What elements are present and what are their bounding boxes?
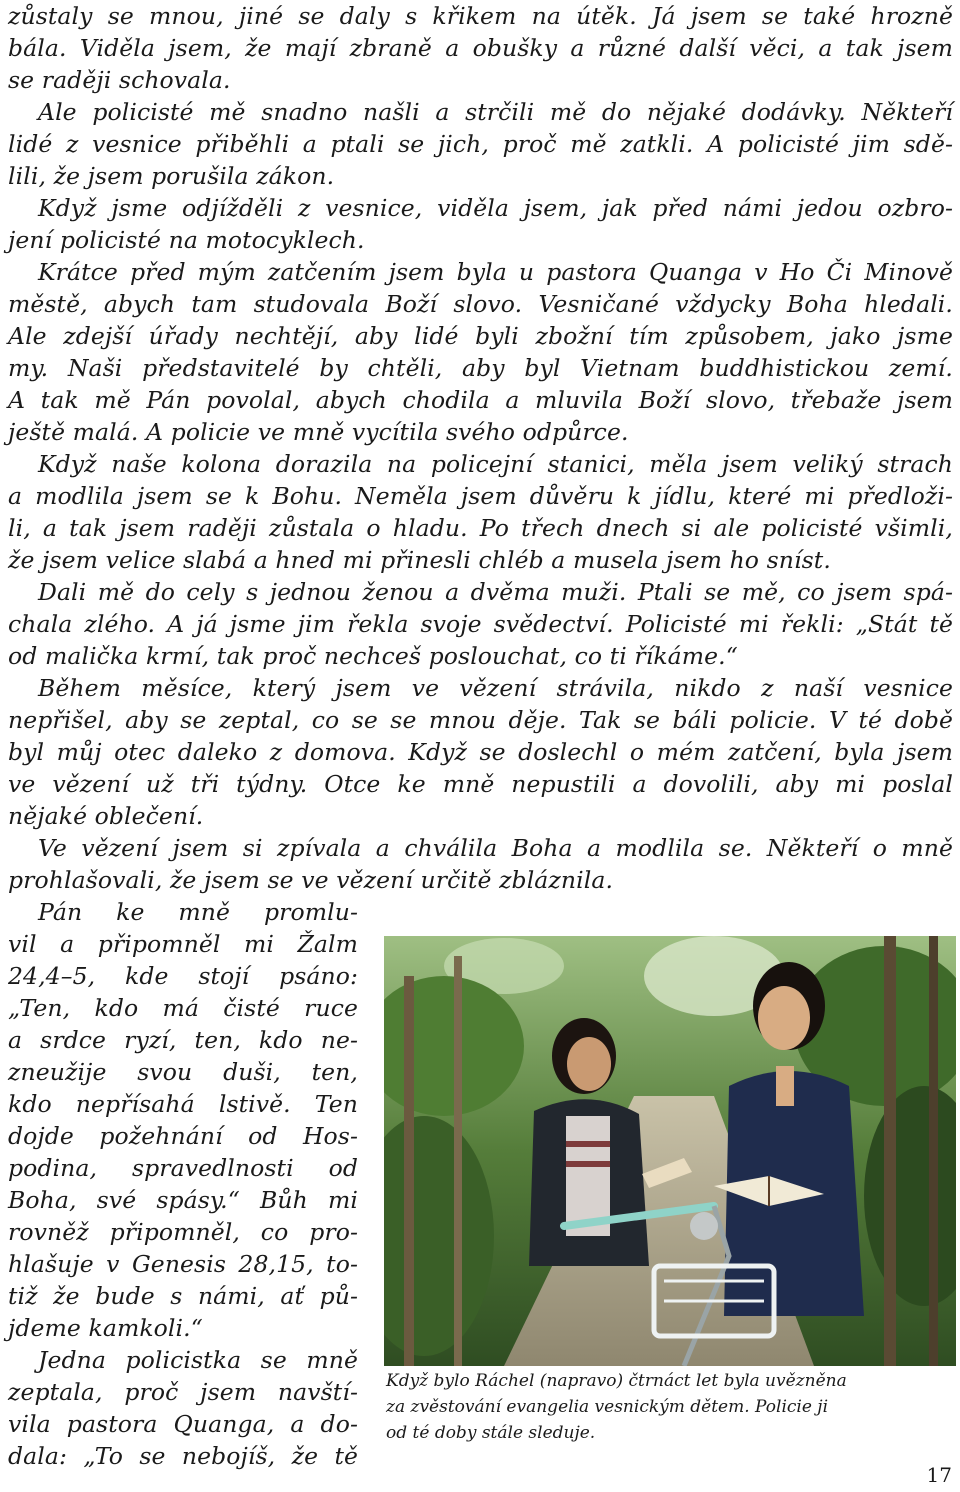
- body-line: městě, abych tam studovala Boží slovo. Vesničané vždycky Boha hledali.: [8, 290, 953, 318]
- body-line: A tak mě Pán povolal, abych chodila a mluvila Boží slovo, třebaže jsem: [8, 386, 953, 414]
- body-line: zůstaly se mnou, jiné se daly s křikem na útěk. Já jsem se také hrozně: [8, 2, 953, 30]
- column-line: zneužije svou duši, ten,: [8, 1058, 358, 1086]
- body-line: my. Naši představitelé by chtěli, aby byl Vietnam buddhistickou zemí.: [8, 354, 953, 382]
- body-line: že jsem velice slabá a hned mi přinesli chléb a musela jsem ho sníst.: [8, 546, 831, 574]
- body-line: chala zlého. A já jsme jim řekla svoje svědectví. Policisté mi řekli: „Stát tě: [8, 610, 953, 638]
- body-line: od malička krmí, tak proč nechceš poslouchat, co ti říkáme.“: [8, 642, 738, 670]
- body-line: lili, že jsem porušila zákon.: [8, 162, 335, 190]
- body-line: ještě malá. A policie ve mně vycítila svého odpůrce.: [8, 418, 629, 446]
- body-line: prohlašovali, že jsem se ve vězení určitě zbláznila.: [8, 866, 614, 894]
- photo-caption: [386, 1368, 956, 1446]
- body-line: Ale policisté mě snadno našli a strčili mě do nějaké dodávky. Někteří: [38, 98, 953, 126]
- body-line: li, a tak jsem raději zůstala o hladu. Po třech dnech si ale policisté všimli,: [8, 514, 953, 542]
- body-line: se raději schovala.: [8, 66, 231, 94]
- column-line: Pán ke mně promlu-: [38, 898, 358, 926]
- column-line: zeptala, proč jsem navští-: [8, 1378, 358, 1406]
- body-line: nějaké oblečení.: [8, 802, 204, 830]
- column-line: tiž že bude s námi, ať pů-: [8, 1282, 358, 1310]
- photo-illustration: [384, 936, 956, 1366]
- column-line: kdo nepřísahá lstivě. Ten: [8, 1090, 358, 1118]
- column-line: a srdce ryzí, ten, kdo ne-: [8, 1026, 358, 1054]
- page-number: 17: [926, 1463, 952, 1487]
- column-line: Jedna policistka se mně: [38, 1346, 358, 1374]
- body-line: Během měsíce, který jsem ve vězení strávila, nikdo z naší vesnice: [38, 674, 953, 702]
- column-line: vil a připomněl mi Žalm: [8, 930, 358, 958]
- column-line: „Ten, kdo má čisté ruce: [8, 994, 358, 1022]
- body-line: bála. Viděla jsem, že mají zbraně a obušky a různé další věci, a tak jsem: [8, 34, 953, 62]
- body-line: Ale zdejší úřady nechtějí, aby lidé byli zbožní tím způsobem, jako jsme: [8, 322, 953, 350]
- caption-line: Když bylo Ráchel (napravo) čtrnáct let byla uvězněna: [386, 1371, 847, 1391]
- column-line: 24,4–5, kde stojí psáno:: [8, 962, 358, 990]
- column-line: dojde požehnání od Hos-: [8, 1122, 358, 1150]
- caption-line: od té doby stále sleduje.: [386, 1423, 596, 1443]
- column-line: Boha, své spásy.“ Bůh mi: [8, 1186, 358, 1214]
- column-line: rovněž připomněl, co pro-: [8, 1218, 358, 1246]
- body-line: Dali mě do cely s jednou ženou a dvěma muži. Ptali se mě, co jsem spá-: [38, 578, 953, 606]
- column-line: hlašuje v Genesis 28,15, to-: [8, 1250, 358, 1278]
- caption-line: za zvěstování evangelia vesnickým dětem. Policie ji: [386, 1397, 829, 1417]
- column-line: jdeme kamkoli.“: [8, 1314, 203, 1342]
- column-line: podina, spravedlnosti od: [8, 1154, 358, 1182]
- body-line: Když jsme odjížděli z vesnice, viděla jsem, jak před námi jedou ozbro-: [38, 194, 953, 222]
- body-line: Krátce před mým zatčením jsem byla u pastora Quanga v Ho Či Minově: [38, 258, 953, 286]
- body-line: Ve vězení jsem si zpívala a chválila Boha a modlila se. Někteří o mně: [38, 834, 953, 862]
- body-line: byl můj otec daleko z domova. Když se doslechl o mém zatčení, byla jsem: [8, 738, 953, 766]
- body-line: Když naše kolona dorazila na policejní stanici, měla jsem veliký strach: [38, 450, 953, 478]
- body-line: jení policisté na motocyklech.: [8, 226, 365, 254]
- column-line: dala: „To se nebojíš, že tě: [8, 1442, 358, 1470]
- photo-girls-reading-bible: [384, 936, 956, 1366]
- body-line: nepřišel, aby se zeptal, co se se mnou děje. Tak se báli policie. V té době: [8, 706, 953, 734]
- body-line: a modlila jsem se k Bohu. Neměla jsem důvěru k jídlu, které mi předloži-: [8, 482, 953, 510]
- body-line: ve vězení už tři týdny. Otce ke mně nepustili a dovolili, aby mi poslal: [8, 770, 953, 798]
- body-line: lidé z vesnice přiběhli a ptali se jich, proč mě zatkli. A policisté jim sdě-: [8, 130, 953, 158]
- column-line: vila pastora Quanga, a do-: [8, 1410, 358, 1438]
